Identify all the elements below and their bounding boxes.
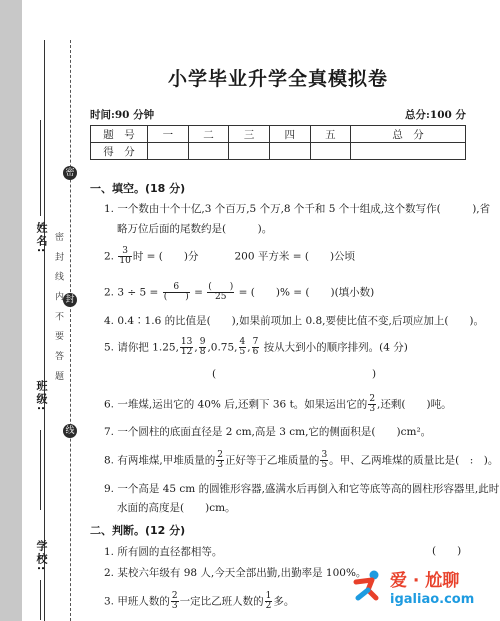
fraction: $\frac{2}{3}$ [369, 394, 376, 414]
watermark-url: igaliao.com [390, 592, 475, 607]
time-label: 时间:90 分钟 [90, 109, 155, 121]
answer-paren-left: ( [212, 368, 217, 380]
score-table-row [91, 143, 466, 160]
score-cell[interactable] [351, 143, 466, 160]
score-table [90, 125, 466, 160]
question-number: 2. [104, 250, 115, 263]
question-3: 2. 3 ÷ 5 = $\frac{6}{( )}$ = $\frac{( )}{25}$ = ( )% = ( )(填小数) [104, 282, 375, 302]
name-label: 姓名: [35, 222, 48, 255]
fraction: $\frac{3}{10}$ [119, 246, 131, 266]
school-label: 学校: [35, 540, 48, 573]
score-header-cell: 五 [310, 126, 351, 143]
judge-3: 3. 甲班人数的 $\frac{2}{3}$ 一定比乙班人数的 $\frac{1}{2}$ 多。 [104, 591, 295, 611]
watermark [350, 562, 490, 616]
fraction: $\frac{6}{( )}$ [163, 282, 189, 302]
fraction: $\frac{3}{5}$ [321, 450, 328, 470]
no-answer-notice: 密 封 线 内 不 要 答 题 [53, 232, 63, 385]
page-title: 小学毕业升学全真模拟卷 [167, 68, 388, 90]
question-number: 2. [104, 286, 115, 299]
question-6: 6. 一堆煤,运出它的 40% 后,还剩下 36 t。如果运出它的 $\frac{2}{3}$ ,还剩( )吨。 [104, 394, 452, 414]
score-cell[interactable] [269, 143, 310, 160]
fraction: $\frac{7}{6}$ [252, 337, 259, 357]
score-cell[interactable] [188, 143, 229, 160]
school-underline [40, 580, 41, 620]
score-table-header [91, 126, 466, 143]
answer-paren-right: ) [372, 368, 377, 380]
question-2: 2. $\frac{3}{10}$ 时 = ( )分 200 平方米 = ( )公顷 [104, 246, 356, 266]
fraction: $\frac{4}{5}$ [239, 337, 246, 357]
fraction: $\frac{2}{3}$ [217, 450, 223, 470]
score-header-cell: 二 [188, 126, 229, 143]
seal-mi: 密 [63, 166, 77, 180]
fraction: $\frac{( )}{25}$ [208, 282, 234, 302]
question-9-line-1: 9. 一个高是 45 cm 的圆锥形容器,盛满水后再倒入和它等底等高的圆柱形容器里,此时 [104, 483, 500, 495]
seal-feng: 封 [63, 293, 77, 307]
watermark-brand: 爱 · 尬聊 [390, 571, 460, 591]
class-label: 班级: [35, 380, 48, 413]
judge-2: 2. 某校六年级有 98 人,今天全部出勤,出勤率是 100%。 [104, 567, 367, 579]
seal-xian: 线 [63, 424, 77, 438]
binding-line-dashed [70, 40, 71, 621]
score-row-label: 得 分 [91, 143, 148, 160]
question-5: 5. 请你把 1.25, $\frac{13}{12}$ , $\frac{9}{8}$ ,0.75, $\frac{4}{5}$ , $\frac{7}{6}$ 按从大到小的顺序排列。(4 分) [104, 337, 408, 357]
score-header-cell: 一 [148, 126, 189, 143]
section-1-heading: 一、填空。(18 分) [90, 182, 186, 195]
question-7: 7. 一个圆柱的底面直径是 2 cm,高是 3 cm,它的侧面积是( )cm²。 [104, 426, 432, 438]
score-cell[interactable] [310, 143, 351, 160]
question-4: 4. 0.4∶1.6 的比值是( ),如果前项加上 0.8,要使比值不变,后项应加上( )。 [104, 315, 485, 327]
class-underline [40, 430, 41, 510]
score-header-cell: 总 分 [351, 126, 466, 143]
fraction: $\frac{9}{8}$ [199, 337, 206, 357]
total-label: 总分:100 分 [405, 109, 466, 121]
question-1-line-2: 略万位后面的尾数约是( )。 [117, 223, 273, 235]
runner-logo-icon [350, 568, 386, 604]
question-9-line-2: 水面的高度是( )cm。 [117, 502, 236, 514]
question-8: 8. 有两堆煤,甲堆质量的 $\frac{2}{3}$ 正好等于乙堆质量的 $\frac{3}{5}$ 。甲、乙两堆煤的质量比是( : )。 [104, 450, 499, 470]
score-header-cell: 四 [269, 126, 310, 143]
fraction: $\frac{1}{2}$ [265, 591, 272, 611]
binding-strip [0, 0, 22, 621]
score-cell[interactable] [229, 143, 270, 160]
fraction: $\frac{2}{3}$ [171, 591, 178, 611]
score-header-cell: 三 [229, 126, 270, 143]
judge-1-answer[interactable]: ( ) [432, 545, 462, 557]
binding-line-outer [44, 40, 45, 621]
fraction: $\frac{13}{12}$ [180, 337, 193, 357]
name-underline [40, 120, 41, 216]
judge-1: 1. 所有圆的直径都相等。 [104, 546, 223, 558]
score-cell[interactable] [148, 143, 189, 160]
question-1-line-1: 1. 一个数由十个十亿,3 个百万,5 个万,8 个千和 5 个十组成,这个数写作( ),省 [104, 203, 491, 215]
score-header-cell: 题 号 [91, 126, 148, 143]
section-2-heading: 二、判断。(12 分) [90, 524, 186, 537]
